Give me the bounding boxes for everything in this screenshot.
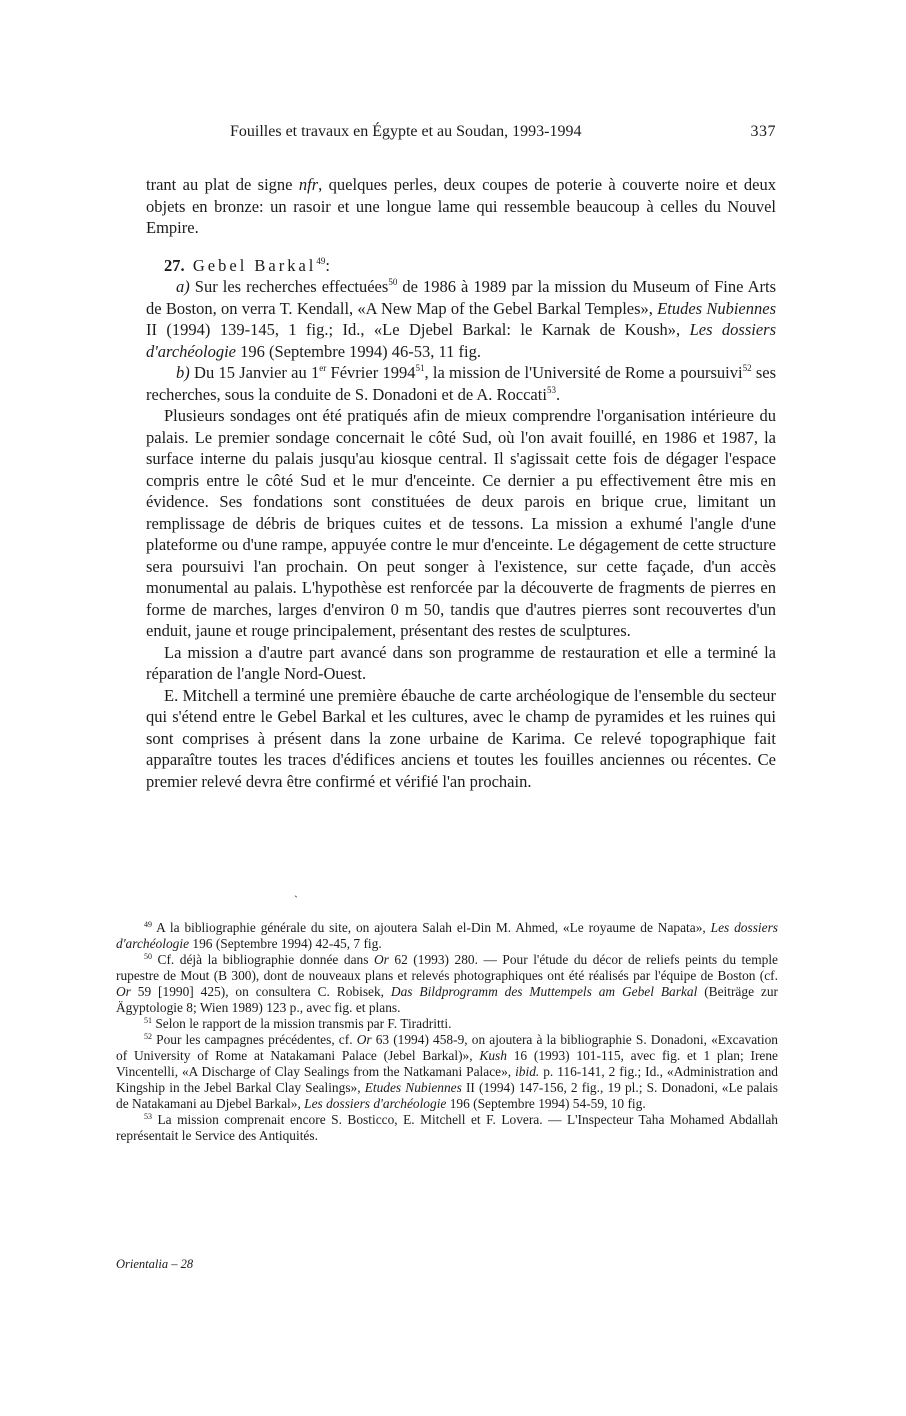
italic-run: Etudes Nubiennes — [364, 1080, 462, 1095]
paragraph-a — [146, 276, 776, 362]
footnote-number: 49 — [144, 920, 152, 929]
paragraph-mission: La mission a d'autre part avancé dans son programme de restauration et elle a terminé la réparation de l'angle Nord-Ouest. — [146, 642, 776, 683]
text-run: 196 (Septembre 1994) 54-59, 10 fig. — [446, 1096, 646, 1111]
italic-run: ibid. — [515, 1064, 540, 1079]
italic-run: Or — [116, 984, 131, 999]
text-run: Cf. déjà la bibliographie donnée dans — [152, 952, 374, 967]
section-heading — [146, 255, 776, 277]
footnote-number: 53 — [144, 1112, 152, 1121]
text-run: , la mission de l'Université de Rome a poursuivi — [424, 363, 743, 382]
text-run: 62 (1993) 280. — Pour l'étude du décor de reliefs peints du temple rupestre de Mout (B 300), dont de nouveaux plans et relevés photographiques ont été réalisés par l'équipe de Boston (cf. — [116, 952, 778, 983]
italic-run: Les dossiers d'archéologie — [304, 1096, 447, 1111]
footnote-50 — [116, 952, 778, 1016]
footnote-number: 50 — [144, 952, 152, 961]
footnote-ref[interactable]: 49 — [316, 255, 326, 266]
footnote-52 — [116, 1032, 778, 1112]
italic-run: Or — [356, 1032, 372, 1047]
superscript: er — [319, 363, 327, 373]
item-letter: a) — [176, 277, 190, 296]
page-number: 337 — [750, 123, 776, 140]
stray-mark: ` — [294, 893, 298, 907]
text-run: Du 15 Janvier au 1 — [189, 363, 320, 382]
text-run: p. 116-141, 2 fig.; Id., «Administration and Kingship in the Jebel Barkal Clay Sealings», — [116, 1064, 778, 1095]
paragraph-b — [146, 362, 776, 405]
footnote-51 — [116, 1016, 778, 1032]
text-run: , quelques perles, deux coupes de poterie à couverte noire et deux objets en bronze: un rasoir et une longue lame qui ressemble beaucoup à celles du Nouvel Empire. — [146, 175, 776, 237]
text-run: Sur les recherches effectuées — [189, 277, 389, 296]
section-title: Gebel Barkal — [192, 255, 317, 275]
text-run: ses recherches, sous la conduite de S. Donadoni et de A. Roccati — [146, 363, 777, 404]
footnote-ref[interactable]: 50 — [388, 277, 398, 287]
text-run: : — [325, 255, 330, 275]
text-run: 16 (1993) 101-115, avec fig. et 1 plan; Irene Vincentelli, «A Discharge of Clay Sealings from the Natkamani Palace», — [116, 1048, 778, 1079]
footnote-ref[interactable]: 53 — [546, 384, 556, 395]
paragraph-mitchell: E. Mitchell a terminé une première ébauche de carte archéologique de l'ensemble du secteur qui s'étend entre le Gebel Barkal et les cultures, avec le champ de pyramides et les ruines qui sont comprises à présent dans la zone urbaine de Karima. Ce relevé topographique fait apparaître toutes les traces d'édifices anciens et toutes les fouilles anciennes ou récentes. Ce premier relevé devra être confirmé et vérifié l'an prochain. — [146, 685, 776, 791]
italic-run: nfr — [298, 175, 319, 194]
paragraph-plusieurs: Plusieurs sondages ont été pratiqués afin de mieux comprendre l'organisation intérieure du palais. Le premier sondage concernait le côté Sud, où l'on avait fouillé, en 1986 et 1987, la surface interne du palais jusqu'au kiosque central. Il s'agissait cette fois de dégager l'espace compris entre le côté Sud et le mur d'enceinte. Ce dernier a pu effectivement être mis en évidence. Ses fondations sont constituées de deux parois en brique crue, limitant un remplissage de débris de briques cuites et de tessons. La mission a exhumé l'angle d'une plateforme ou d'une rampe, appuyée contre le mur d'enceinte. Le dégagement de cette structure sera poursuivi l'an prochain. On peut songer à l'existence, sur cette façade, d'un accès monumental au palais. L'hypothèse est renforcée par la découverte de fragments de pierres en forme de marches, larges d'environ 0 m 50, tandis que d'autres pierres sont recouvertes d'un enduit, jaune et rouge principalement, présentant des restes de sculptures. — [146, 406, 776, 640]
footnote-49 — [116, 920, 778, 952]
footnotes — [116, 920, 778, 1144]
footnote-53 — [116, 1112, 778, 1144]
text-run: A la bibliographie générale du site, on ajoutera Salah el-Din M. Ahmed, «Le royaume de Napata», — [152, 920, 711, 935]
italic-run: Etudes Nubiennes — [657, 298, 776, 318]
text-run: II (1994) 147-156, 2 fig., 19 pl.; S. Donadoni, «Le palais de Natakamani au Djebel Barkal», — [116, 1080, 778, 1111]
text-run: (Beiträge zur Ägyptologie 8; Wien 1989) 123 p., avec fig. et plans. — [116, 984, 779, 1015]
text-run: trant au plat de signe — [146, 175, 299, 194]
section-number: 27. — [164, 255, 185, 275]
italic-run: Das Bildprogramm des Muttempels am Gebel Barkal — [390, 984, 698, 999]
text-run: II (1994) 139-145, 1 fig.; Id., «Le Djebel Barkal: le Karnak de Koush», — [146, 320, 690, 339]
text-run: Selon le rapport de la mission transmis par F. Tiradritti. — [152, 1016, 452, 1031]
footnote-ref[interactable]: 52 — [742, 363, 752, 373]
body-text — [146, 174, 776, 792]
text-run: La mission comprenait encore S. Bosticco, E. Mitchell et F. Lovera. — L'Inspecteur Taha Mohamed Abdallah représentait le Service des Antiquités. — [116, 1112, 778, 1143]
footnote-number: 52 — [144, 1032, 152, 1041]
text-run: 63 (1994) 458-9, on ajoutera à la bibliographie S. Donadoni, «Excavation of University of Rome at Natakamani Palace (Jebel Barkal)», — [116, 1032, 778, 1063]
italic-run: Les dossiers d'archéologie — [116, 920, 778, 951]
footnote-ref[interactable]: 51 — [415, 363, 425, 373]
text-run: Pour les campagnes précédentes, cf. — [152, 1032, 357, 1047]
footnote-number: 51 — [144, 1016, 152, 1025]
journal-footer: Orientalia – 28 — [116, 1257, 194, 1271]
text-run: 59 [1990] 425), on consultera C. Robisek, — [130, 984, 391, 999]
text-run: de 1986 à 1989 par la mission du Museum of Fine Arts de Boston, on verra T. Kendall, «A New Map of the Gebel Barkal Temples», — [146, 277, 776, 318]
text-run: 196 (Septembre 1994) 42-45, 7 fig. — [189, 936, 382, 951]
italic-run: Les dossiers d'archéologie — [146, 320, 776, 361]
text-run: 196 (Septembre 1994) 46-53, 11 fig. — [235, 341, 481, 361]
running-title: Fouilles et travaux en Égypte et au Soudan, 1993-1994 — [230, 123, 582, 140]
running-head — [146, 120, 776, 144]
text-run: Février 1994 — [326, 363, 416, 382]
paragraph-continuation — [146, 174, 776, 239]
item-letter: b) — [176, 363, 190, 382]
italic-run: Or — [373, 952, 389, 967]
italic-run: Kush — [479, 1048, 507, 1063]
text-run: . — [555, 384, 561, 404]
